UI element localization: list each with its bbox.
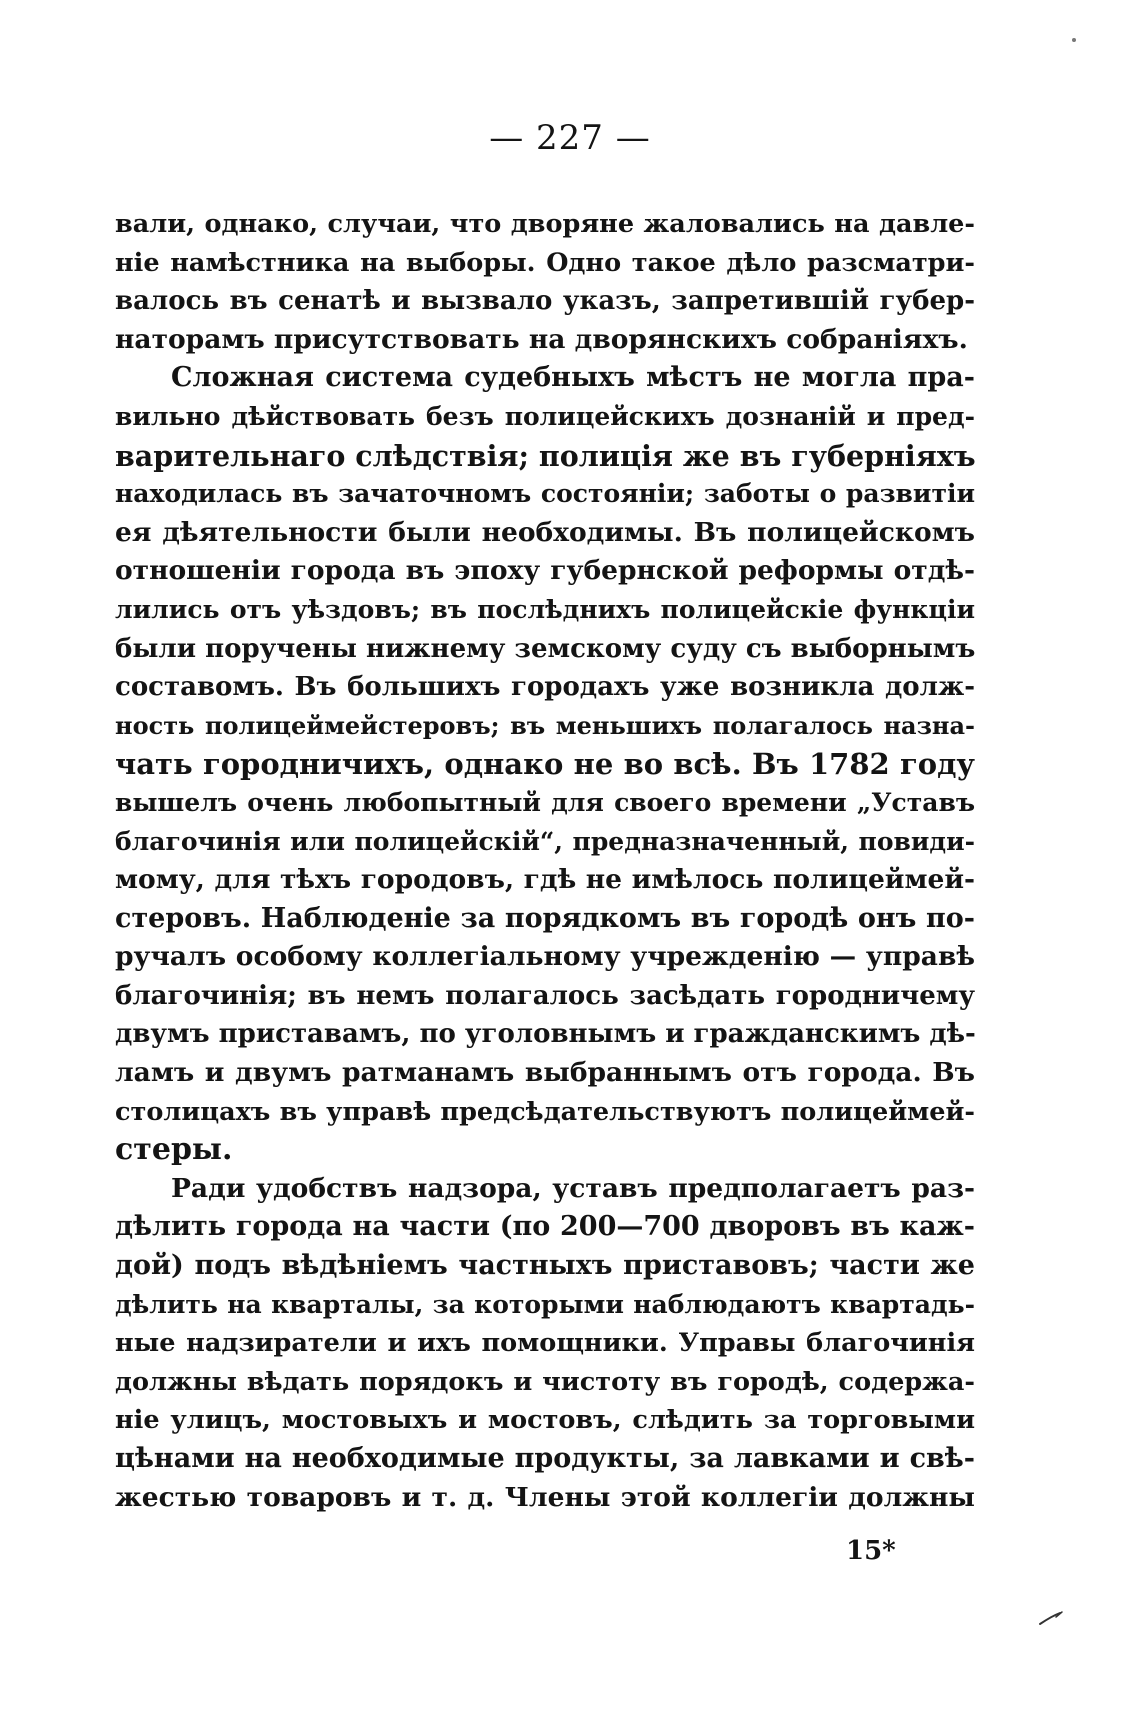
text-line: валось въ сенатѣ и вызвало указъ, запретившій губер-: [115, 286, 975, 317]
text-line: чать городничихъ, однако не во всѣ. Въ 1782 году: [115, 747, 975, 782]
text-line: ніе улицъ, мостовыхъ и мостовъ, слѣдить за торговыми: [115, 1405, 975, 1436]
pencil-mark: [1038, 1610, 1064, 1626]
text-line: лились отъ уѣздовъ; въ послѣднихъ полицейскіе функціи: [115, 594, 975, 624]
text-line: двумъ приставамъ, по уголовнымъ и гражданскимъ дѣ-: [115, 1019, 976, 1050]
text-line: находилась въ зачаточномъ состояніи; заботы о развитіи: [115, 479, 975, 509]
text-line: ручалъ особому коллегіальному учрежденію — управѣ: [115, 941, 975, 973]
text-line: стеровъ. Наблюденіе за порядкомъ въ городѣ онъ по-: [115, 902, 975, 934]
text-line: благочинія или полицейскій“, предназначенный, повиди-: [115, 826, 975, 856]
text-line: варительнаго слѣдствія; полиція же въ губерніяхъ: [115, 438, 976, 473]
text-line: отношеніи города въ эпоху губернской реформы отдѣ-: [115, 555, 975, 587]
text-line: мому, для тѣхъ городовъ, гдѣ не имѣлось полицеймей-: [115, 864, 975, 896]
text-line: вильно дѣйствовать безъ полицейскихъ дознаній и пред-: [115, 401, 975, 431]
text-line: дѣлить на кварталы, за которыми наблюдаютъ квартадь-: [115, 1289, 975, 1319]
text-line: вали, однако, случаи, что дворяне жаловались на давле-: [115, 209, 975, 239]
text-line: жестью товаровъ и т. д. Члены этой коллегіи должны: [115, 1481, 975, 1513]
text-line: благочинія; въ немъ полагалось засѣдать городничему: [115, 980, 975, 1011]
text-line: Ради удобствъ надзора, уставъ предполагаетъ раз-: [171, 1172, 975, 1204]
text-line: ные надзиратели и ихъ помощники. Управы благочинія: [115, 1328, 975, 1359]
text-line: дѣлить города на части (по 200—700 дворовъ въ каж-: [115, 1211, 975, 1243]
text-line: ность полицеймейстеровъ; въ меньшихъ полагалось назна-: [115, 710, 975, 740]
body-text: [115, 205, 975, 1517]
text-line: вышелъ очень любопытный для своего времени „Уставъ: [115, 787, 975, 817]
text-line: ея дѣятельности были необходимы. Въ полицейскомъ: [115, 516, 975, 548]
text-line: Сложная система судебныхъ мѣстъ не могла пра-: [171, 362, 975, 394]
text-line: дой) подъ вѣдѣніемъ частныхъ приставовъ; части же: [115, 1250, 975, 1282]
speck-mark: [1072, 38, 1076, 42]
text-line: наторамъ присутствовать на дворянскихъ собраніяхъ.: [115, 323, 968, 355]
text-line: ламъ и двумъ ратманамъ выбраннымъ отъ города. Въ: [115, 1057, 975, 1089]
text-line: стеры.: [115, 1132, 233, 1168]
printer-signature: 15*: [846, 1536, 896, 1566]
text-line: цѣнами на необходимые продукты, за лавками и свѣ-: [115, 1443, 975, 1474]
text-line: ніе намѣстника на выборы. Одно такое дѣло разсматри-: [115, 247, 975, 278]
page-number: — 227 —: [489, 118, 651, 158]
text-line: были поручены нижнему земскому суду съ выборнымъ: [115, 633, 976, 664]
text-line: столицахъ въ управѣ предсѣдательствуютъ полицеймей-: [115, 1096, 975, 1127]
text-line: должны вѣдать порядокъ и чистоту въ городѣ, содержа-: [115, 1366, 975, 1397]
text-line: составомъ. Въ большихъ городахъ уже возникла долж-: [115, 672, 975, 703]
